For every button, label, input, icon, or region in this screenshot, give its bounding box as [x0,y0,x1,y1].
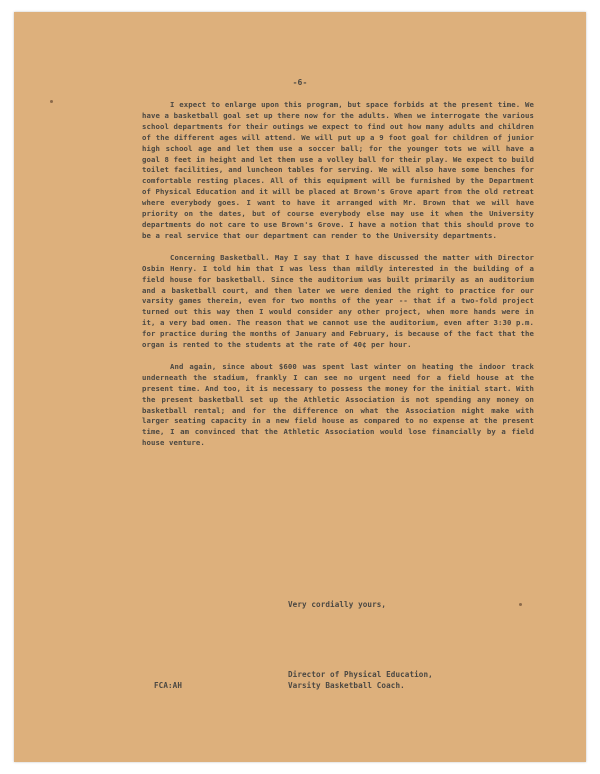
page-number: -6- [292,78,308,87]
signature-title-line-2: Varsity Basketball Coach. [288,681,405,690]
paragraph-basketball: Concerning Basketball. May I say that I have discussed the matter with Director Osbin Henry. I told him that I was less than mildly interested in the building of a field house for basketball. Since the auditorium was built primarily as an auditorium and a basketball court, and then later we were denied the right to practice for our varsity games therein, even for two months of the year -- that if a two-fold project turned out this way then I would consider any other project, when more hands were in it, a very bad omen. The reason that we cannot use the auditorium, even after 3:30 p.m. for practice during the months of January and February, is because of the fact that the organ is rented to the students at the rate of 40¢ per hour. [142,252,534,350]
margin-mark [50,100,53,103]
typist-initials: FCA:AH [154,681,183,690]
paragraph-field-house: And again, since about $600 was spent last winter on heating the indoor track underneath the stadium, frankly I can see no urgent need for a field house at the present time. And too, it is necessary to possess the money for the initial start. With the present basketball set up the Athletic Association is not spending any money on basketball rental; and for the difference on what the Association might make with larger seating capacity in a new field house as compared to no expense at the present time, I am convinced that the Athletic Association would lose financially by a field house venture. [142,361,534,448]
document-page [14,12,586,762]
letter-body [142,100,534,460]
signature-block [288,669,433,691]
margin-mark [519,603,522,606]
signature-title-line-1: Director of Physical Education, [288,670,433,679]
closing-salutation: Very cordially yours, [288,600,387,609]
paragraph-program: I expect to enlarge upon this program, but space forbids at the present time. We have a basketball goal set up there now for the adults. When we interrogate the various school departments for their outings we expect to find out how many adults and children of the different ages will attend. We will put up a 9 foot goal for children of junior high school age and let them use a soccer ball; for the younger tots we will have a goal 8 feet in height and let them use a volley ball for their play. We expect to build toilet facilities, and luncheon tables for serving. We will also have some benches for comfortable resting places. All of this equipment will be furnished by the Department of Physical Education and it will be placed at Brown's Grove apart from the old retreat where everybody goes. I want to have it arranged with Mr. Brown that we will have priority on the dates, but of course everybody else may use it when the University departments do not care to use Brown's Grove. I have a notion that this should prove to be a real service that our department can render to the University departments. [142,100,534,240]
